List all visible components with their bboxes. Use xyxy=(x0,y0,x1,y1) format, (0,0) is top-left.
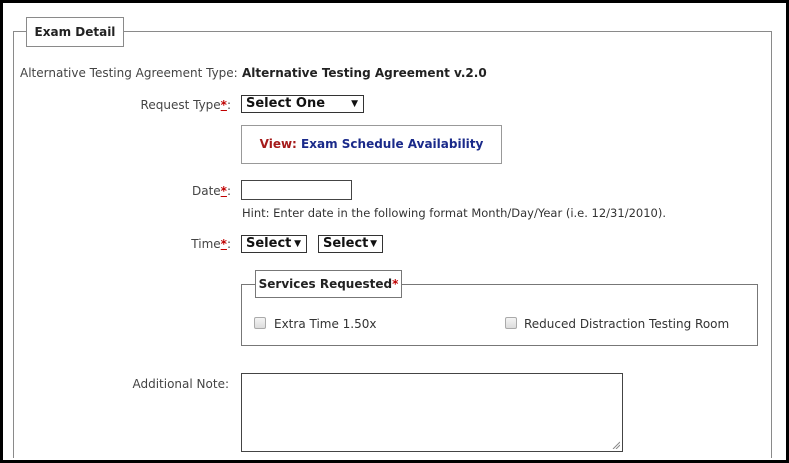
dropdown-arrow-icon: ▼ xyxy=(351,99,358,109)
date-label-text: Date xyxy=(191,184,221,198)
time-minute-select[interactable] xyxy=(318,235,383,253)
agreement-type-label: Alternative Testing Agreement Type: xyxy=(20,66,238,80)
dropdown-arrow-icon: ▼ xyxy=(370,239,377,249)
date-input[interactable] xyxy=(241,180,352,200)
time-label-text: Time xyxy=(191,237,221,251)
time-hour-select[interactable] xyxy=(241,235,307,253)
reduced-distraction-checkbox[interactable] xyxy=(505,317,517,329)
label-colon: : xyxy=(226,184,231,198)
resize-grip-icon[interactable] xyxy=(612,441,620,449)
request-type-label xyxy=(20,98,231,112)
label-colon: : xyxy=(226,237,231,251)
date-hint: Hint: Enter date in the following format Month/Day/Year (i.e. 12/31/2010). xyxy=(242,206,666,220)
required-marker: * xyxy=(392,277,399,291)
request-type-select[interactable] xyxy=(241,95,364,113)
services-title-text: Services Requested xyxy=(258,277,393,291)
section-title: Exam Detail xyxy=(26,17,124,47)
exam-schedule-availability-link[interactable]: Exam Schedule Availability xyxy=(301,137,484,151)
services-requested-title xyxy=(255,270,402,298)
label-colon: : xyxy=(226,98,231,112)
additional-note-label: Additional Note: xyxy=(132,377,229,391)
required-marker: * xyxy=(220,184,227,198)
request-type-selected: Select One xyxy=(246,96,326,111)
agreement-type-value: Alternative Testing Agreement v.2.0 xyxy=(242,66,487,80)
date-label xyxy=(20,184,231,198)
reduced-distraction-label: Reduced Distraction Testing Room xyxy=(524,317,730,331)
view-prefix: View: xyxy=(259,137,297,151)
time-minute-selected: Select xyxy=(323,236,369,251)
request-type-label-text: Request Type xyxy=(140,98,221,112)
required-marker: * xyxy=(220,237,227,251)
extra-time-label: Extra Time 1.50x xyxy=(274,317,377,331)
time-label xyxy=(20,237,231,251)
time-hour-selected: Select xyxy=(246,236,292,251)
schedule-availability-box xyxy=(241,125,502,164)
required-marker: * xyxy=(220,98,227,112)
extra-time-checkbox[interactable] xyxy=(254,317,266,329)
dropdown-arrow-icon: ▼ xyxy=(294,239,301,249)
additional-note-textarea[interactable] xyxy=(241,373,623,452)
